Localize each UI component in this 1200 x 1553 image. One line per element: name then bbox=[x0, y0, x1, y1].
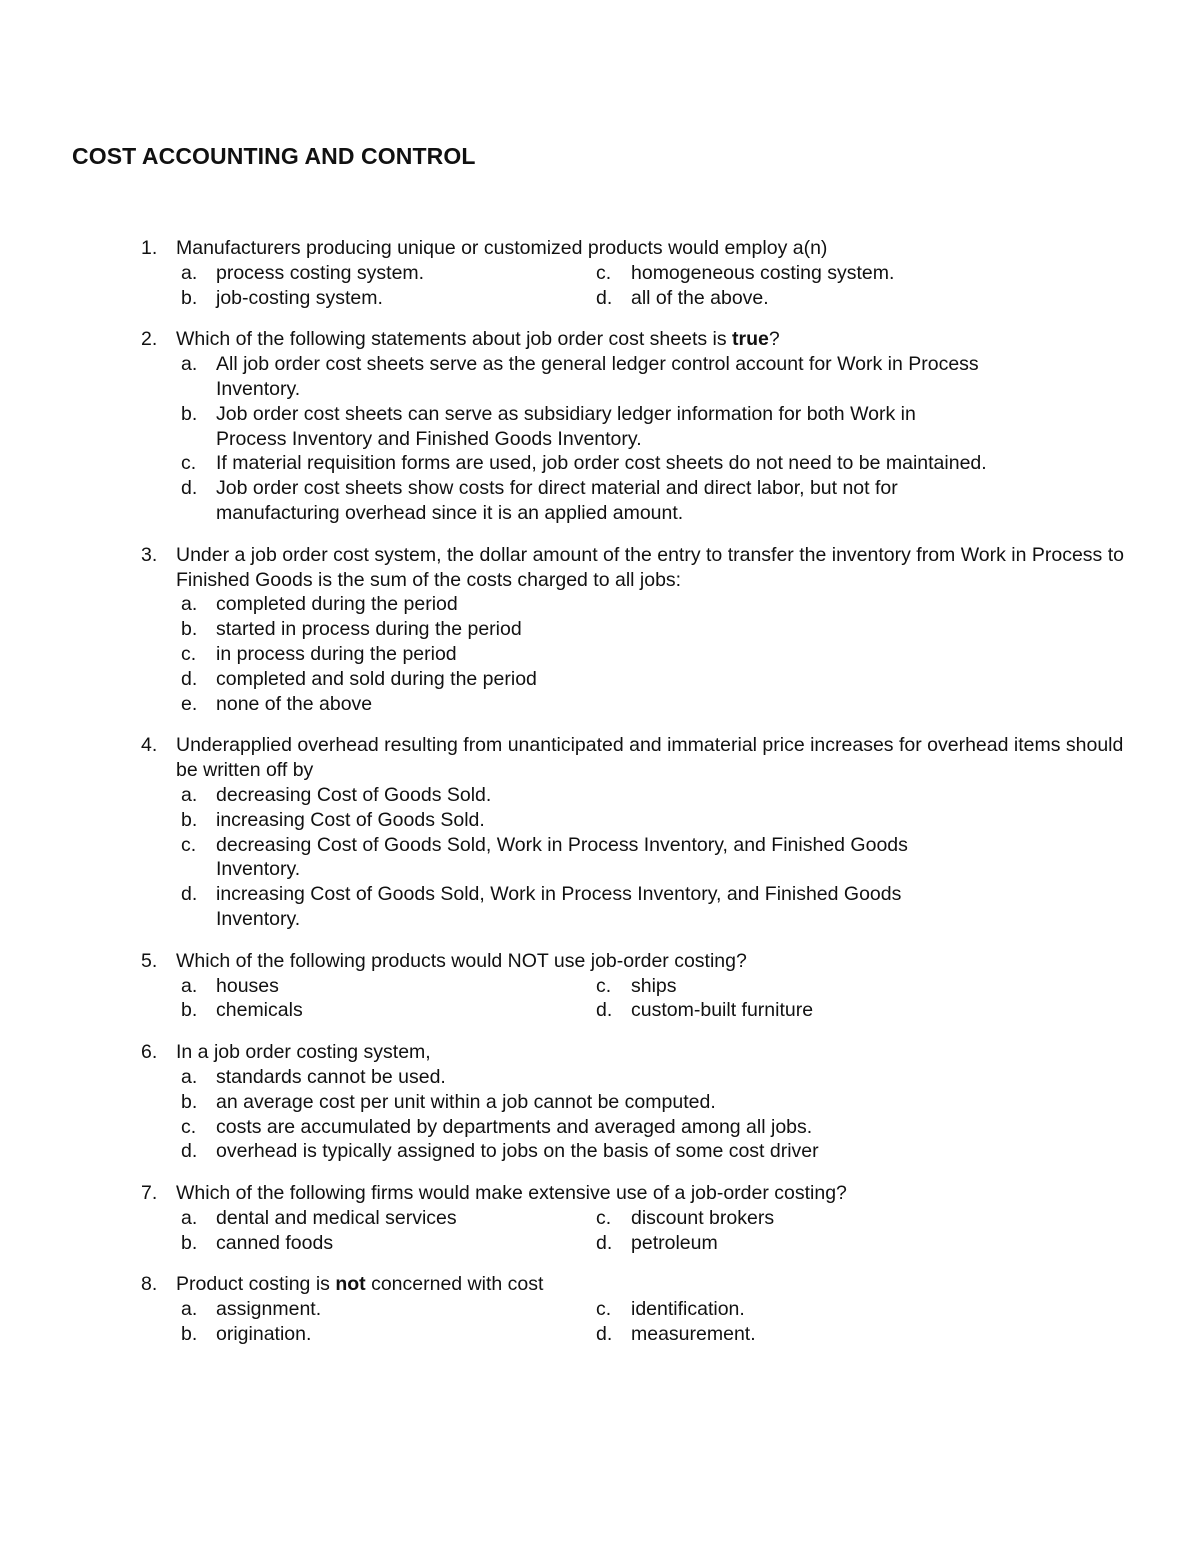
option-c bbox=[591, 974, 991, 999]
option-a bbox=[176, 1206, 591, 1231]
options-list bbox=[176, 1065, 1130, 1164]
stem-text: Product costing is bbox=[176, 1273, 336, 1296]
option-text: completed and sold during the period bbox=[216, 667, 537, 690]
option-text: Job order cost sheets can serve as subsidiary ledger information for both Work in Process Inventory and Finished Goods Inventory. bbox=[216, 402, 916, 450]
option-letter: c. bbox=[181, 1115, 197, 1138]
options-list bbox=[176, 592, 1130, 716]
option-d bbox=[176, 667, 1130, 692]
option-letter: c. bbox=[181, 833, 197, 856]
option-d bbox=[176, 882, 1130, 932]
options-list bbox=[176, 783, 1130, 932]
question-4 bbox=[0, 733, 1200, 931]
option-text: overhead is typically assigned to jobs on the basis of some cost driver bbox=[216, 1140, 819, 1163]
option-d bbox=[591, 1231, 991, 1256]
option-text: Job order cost sheets show costs for direct material and direct labor, but not for manufacturing overhead since it is an applied amount. bbox=[216, 477, 898, 524]
option-text: increasing Cost of Goods Sold, Work in Process Inventory, and Finished Goods Inventory. bbox=[216, 883, 902, 930]
option-b bbox=[176, 1231, 591, 1256]
option-text: ships bbox=[631, 974, 677, 997]
question-stem: Under a job order cost system, the dollar amount of the entry to transfer the inventory from Work in Process to Finished Goods is the sum of the costs charged to all jobs: bbox=[176, 543, 1124, 591]
option-c bbox=[591, 1206, 991, 1231]
option-letter: c. bbox=[181, 452, 197, 475]
option-letter: b. bbox=[181, 1323, 198, 1346]
option-letter: a. bbox=[181, 1206, 198, 1229]
option-letter: d. bbox=[596, 1323, 613, 1346]
option-a bbox=[176, 1297, 591, 1322]
option-letter: a. bbox=[181, 261, 198, 284]
option-text: completed during the period bbox=[216, 593, 458, 616]
option-letter: a. bbox=[181, 1298, 198, 1321]
question-number: 3. bbox=[141, 543, 158, 566]
options-list bbox=[176, 1297, 1130, 1347]
option-text: process costing system. bbox=[216, 261, 425, 284]
option-b bbox=[176, 998, 591, 1023]
option-text: canned foods bbox=[216, 1231, 334, 1254]
option-letter: d. bbox=[181, 477, 198, 500]
option-text: an average cost per unit within a job cannot be computed. bbox=[216, 1090, 716, 1113]
option-text: assignment. bbox=[216, 1298, 322, 1321]
option-b bbox=[176, 1090, 1130, 1115]
question-5 bbox=[0, 949, 1200, 1023]
question-3 bbox=[0, 543, 1200, 717]
option-text: petroleum bbox=[631, 1231, 718, 1254]
question-stem: Underapplied overhead resulting from unanticipated and immaterial price increases for overhead items should be written off by bbox=[176, 734, 1124, 782]
stem-emphasis: not bbox=[335, 1273, 366, 1296]
option-a bbox=[176, 1065, 1130, 1090]
option-letter: d. bbox=[181, 667, 198, 690]
option-letter: e. bbox=[181, 692, 198, 715]
option-d bbox=[591, 998, 991, 1023]
question-6 bbox=[0, 1040, 1200, 1164]
option-text: All job order cost sheets serve as the general ledger control account for Work in Process Inventory. bbox=[216, 353, 979, 400]
question-stem: Which of the following firms would make extensive use of a job-order costing? bbox=[176, 1182, 847, 1205]
option-letter: c. bbox=[596, 974, 612, 997]
page-title: COST ACCOUNTING AND CONTROL bbox=[72, 143, 476, 169]
option-text: standards cannot be used. bbox=[216, 1065, 446, 1088]
option-letter: b. bbox=[181, 286, 198, 309]
option-a bbox=[176, 352, 1130, 402]
question-number: 8. bbox=[141, 1273, 158, 1296]
options-list bbox=[176, 1206, 1130, 1256]
option-letter: b. bbox=[181, 1231, 198, 1254]
question-8 bbox=[0, 1272, 1200, 1346]
option-letter: a. bbox=[181, 783, 198, 806]
question-stem: In a job order costing system, bbox=[176, 1041, 431, 1064]
option-b bbox=[176, 808, 1130, 833]
question-number: 4. bbox=[141, 734, 158, 757]
option-text: decreasing Cost of Goods Sold, Work in Process Inventory, and Finished Goods Inventory. bbox=[216, 833, 908, 881]
option-text: none of the above bbox=[216, 692, 373, 715]
option-c bbox=[176, 451, 1130, 476]
option-letter: d. bbox=[596, 1231, 613, 1254]
question-stem bbox=[176, 327, 1130, 352]
option-text: houses bbox=[216, 974, 279, 997]
option-letter: c. bbox=[596, 1298, 612, 1321]
option-letter: d. bbox=[181, 1140, 198, 1163]
option-d bbox=[591, 286, 991, 311]
question-7 bbox=[0, 1181, 1200, 1255]
option-b bbox=[176, 1322, 591, 1347]
option-letter: a. bbox=[181, 353, 198, 376]
option-letter: a. bbox=[181, 974, 198, 997]
option-text: discount brokers bbox=[631, 1206, 775, 1229]
stem-text: concerned with cost bbox=[365, 1273, 544, 1296]
option-letter: d. bbox=[596, 286, 613, 309]
options-list bbox=[176, 974, 1130, 1024]
stem-text: Which of the following statements about job order cost sheets is bbox=[176, 328, 733, 351]
question-stem bbox=[176, 1272, 1130, 1297]
option-text: identification. bbox=[631, 1298, 745, 1321]
option-text: measurement. bbox=[631, 1323, 756, 1346]
option-text: increasing Cost of Goods Sold. bbox=[216, 808, 485, 831]
option-letter: a. bbox=[181, 593, 198, 616]
option-letter: b. bbox=[181, 999, 198, 1022]
question-stem: Manufacturers producing unique or customized products would employ a(n) bbox=[176, 237, 828, 259]
option-b bbox=[176, 286, 591, 311]
options-list bbox=[176, 352, 1130, 526]
option-letter: b. bbox=[181, 1090, 198, 1113]
question-number: 5. bbox=[141, 949, 158, 972]
option-letter: b. bbox=[181, 402, 198, 425]
option-d bbox=[591, 1322, 991, 1347]
option-c bbox=[591, 1297, 991, 1322]
option-letter: b. bbox=[181, 618, 198, 641]
stem-emphasis: true bbox=[732, 328, 769, 351]
option-c bbox=[176, 642, 1130, 667]
option-text: costs are accumulated by departments and averaged among all jobs. bbox=[216, 1115, 813, 1138]
option-text: If material requisition forms are used, job order cost sheets do not need to be maintained. bbox=[216, 452, 987, 475]
option-text: job-costing system. bbox=[216, 286, 383, 309]
option-text: homogeneous costing system. bbox=[631, 261, 895, 284]
option-text: decreasing Cost of Goods Sold. bbox=[216, 783, 492, 806]
option-b bbox=[176, 617, 1130, 642]
option-letter: a. bbox=[181, 1065, 198, 1088]
option-c bbox=[591, 261, 991, 286]
question-number: 1. bbox=[141, 237, 158, 259]
option-a bbox=[176, 261, 591, 286]
option-c bbox=[176, 1115, 1130, 1140]
question-number: 7. bbox=[141, 1182, 158, 1205]
option-text: in process during the period bbox=[216, 642, 457, 665]
question-list bbox=[0, 236, 1200, 1364]
option-text: all of the above. bbox=[631, 286, 769, 309]
question-2 bbox=[0, 327, 1200, 525]
option-text: started in process during the period bbox=[216, 618, 522, 641]
option-text: chemicals bbox=[216, 999, 303, 1022]
stem-text: ? bbox=[768, 328, 780, 351]
option-letter: c. bbox=[596, 1206, 612, 1229]
option-e bbox=[176, 692, 1130, 717]
option-text: custom-built furniture bbox=[631, 999, 814, 1022]
option-a bbox=[176, 592, 1130, 617]
option-letter: d. bbox=[181, 883, 198, 906]
option-d bbox=[176, 476, 1130, 526]
option-letter: c. bbox=[181, 642, 197, 665]
option-a bbox=[176, 974, 591, 999]
option-text: dental and medical services bbox=[216, 1206, 457, 1229]
question-number: 2. bbox=[141, 328, 158, 351]
question-number: 6. bbox=[141, 1041, 158, 1064]
question-stem: Which of the following products would NOT use job-order costing? bbox=[176, 949, 747, 972]
option-letter: c. bbox=[596, 261, 612, 284]
option-d bbox=[176, 1139, 1130, 1164]
option-text: origination. bbox=[216, 1323, 312, 1346]
option-b bbox=[176, 402, 1130, 452]
question-1 bbox=[0, 236, 1200, 310]
option-letter: b. bbox=[181, 808, 198, 831]
option-a bbox=[176, 783, 1130, 808]
options-list bbox=[176, 261, 1130, 311]
option-letter: d. bbox=[596, 999, 613, 1022]
option-c bbox=[176, 833, 1130, 883]
